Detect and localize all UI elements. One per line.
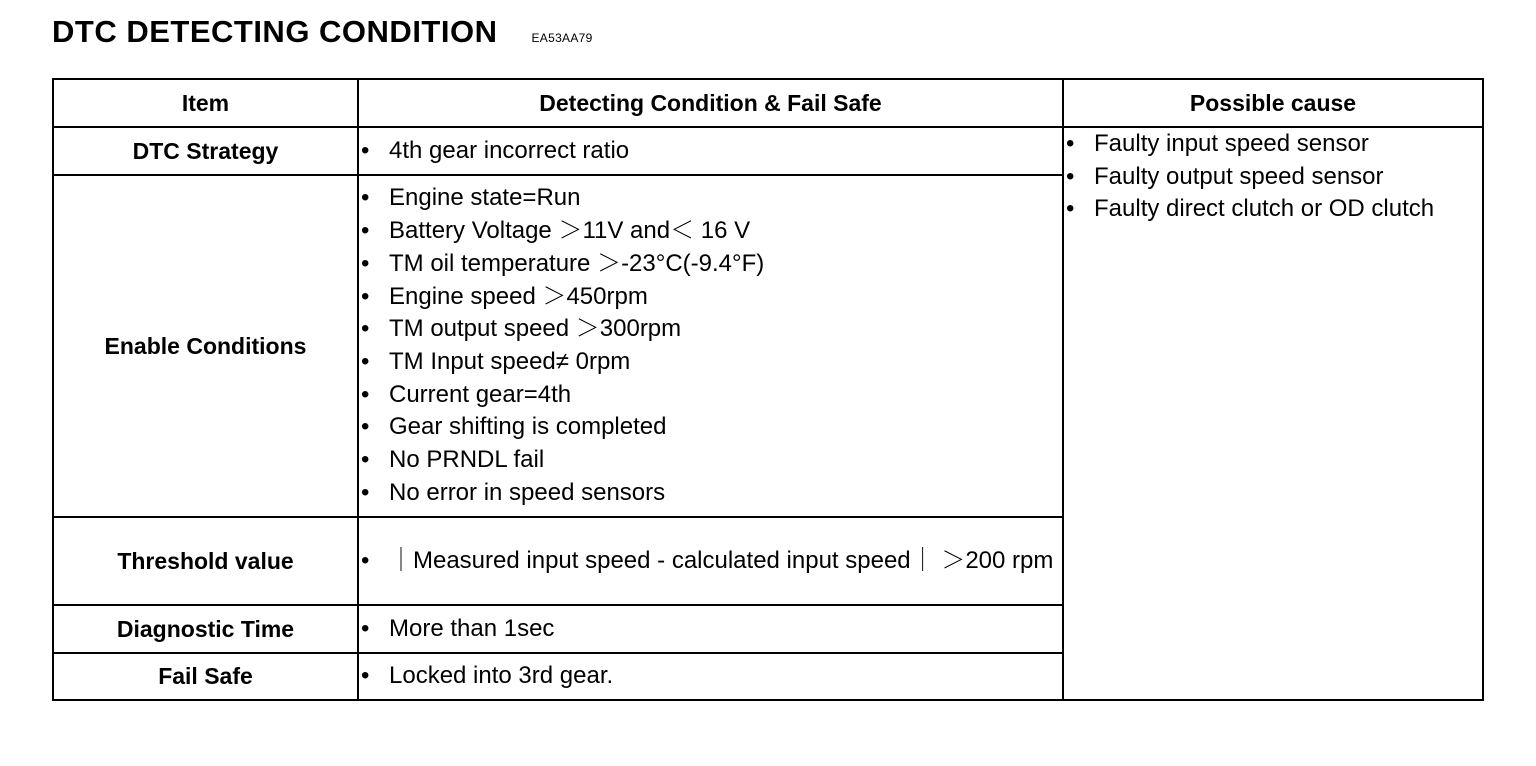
condition-list — [359, 613, 1062, 646]
condition-item: • TM Input speed≠ 0rpm — [359, 346, 1062, 379]
row-label-dtc-strategy: DTC Strategy — [53, 127, 358, 175]
condition-item: • Current gear=4th — [359, 379, 1062, 412]
table-header-row — [53, 79, 1483, 127]
condition-item: • No error in speed sensors — [359, 477, 1062, 510]
table-row-dtc-strategy — [53, 127, 1483, 175]
condition-list — [359, 545, 1062, 578]
possible-cause-item: • Faulty input speed sensor — [1064, 128, 1482, 161]
column-header-detecting-condition: Detecting Condition & Fail Safe — [358, 79, 1063, 127]
dtc-condition-table — [52, 78, 1484, 701]
condition-list — [359, 182, 1062, 509]
row-label-diagnostic-time: Diagnostic Time — [53, 605, 358, 653]
condition-item: • More than 1sec — [359, 613, 1062, 646]
condition-item: • TM oil temperature ＞-23°C(-9.4°F) — [359, 248, 1062, 281]
condition-item: • ｜Measured input speed - calculated input speed｜ ＞200 rpm — [359, 545, 1062, 578]
condition-cell-enable-conditions — [358, 175, 1063, 517]
column-header-item: Item — [53, 79, 358, 127]
condition-item: • 4th gear incorrect ratio — [359, 135, 1062, 168]
condition-item: • TM output speed ＞300rpm — [359, 313, 1062, 346]
condition-cell-fail-safe — [358, 653, 1063, 700]
condition-list — [359, 660, 1062, 693]
condition-item: • Engine speed ＞450rpm — [359, 281, 1062, 314]
condition-cell-dtc-strategy — [358, 127, 1063, 175]
column-header-possible-cause: Possible cause — [1063, 79, 1483, 127]
page-title: DTC DETECTING CONDITION — [52, 14, 498, 49]
row-label-enable-conditions: Enable Conditions — [53, 175, 358, 517]
condition-list — [359, 135, 1062, 168]
condition-item: • Locked into 3rd gear. — [359, 660, 1062, 693]
row-label-fail-safe: Fail Safe — [53, 653, 358, 700]
document-code: EA53AA79 — [531, 31, 593, 45]
condition-item: • Gear shifting is completed — [359, 411, 1062, 444]
condition-item: • No PRNDL fail — [359, 444, 1062, 477]
possible-cause-list — [1064, 128, 1482, 226]
condition-cell-threshold-value — [358, 517, 1063, 605]
page-header — [52, 14, 593, 50]
possible-cause-item: • Faulty direct clutch or OD clutch — [1064, 193, 1482, 226]
row-label-threshold-value: Threshold value — [53, 517, 358, 605]
condition-item: • Engine state=Run — [359, 182, 1062, 215]
condition-cell-diagnostic-time — [358, 605, 1063, 653]
possible-cause-cell — [1063, 127, 1483, 700]
condition-item: • Battery Voltage ＞11V and＜ 16 V — [359, 215, 1062, 248]
possible-cause-item: • Faulty output speed sensor — [1064, 161, 1482, 194]
